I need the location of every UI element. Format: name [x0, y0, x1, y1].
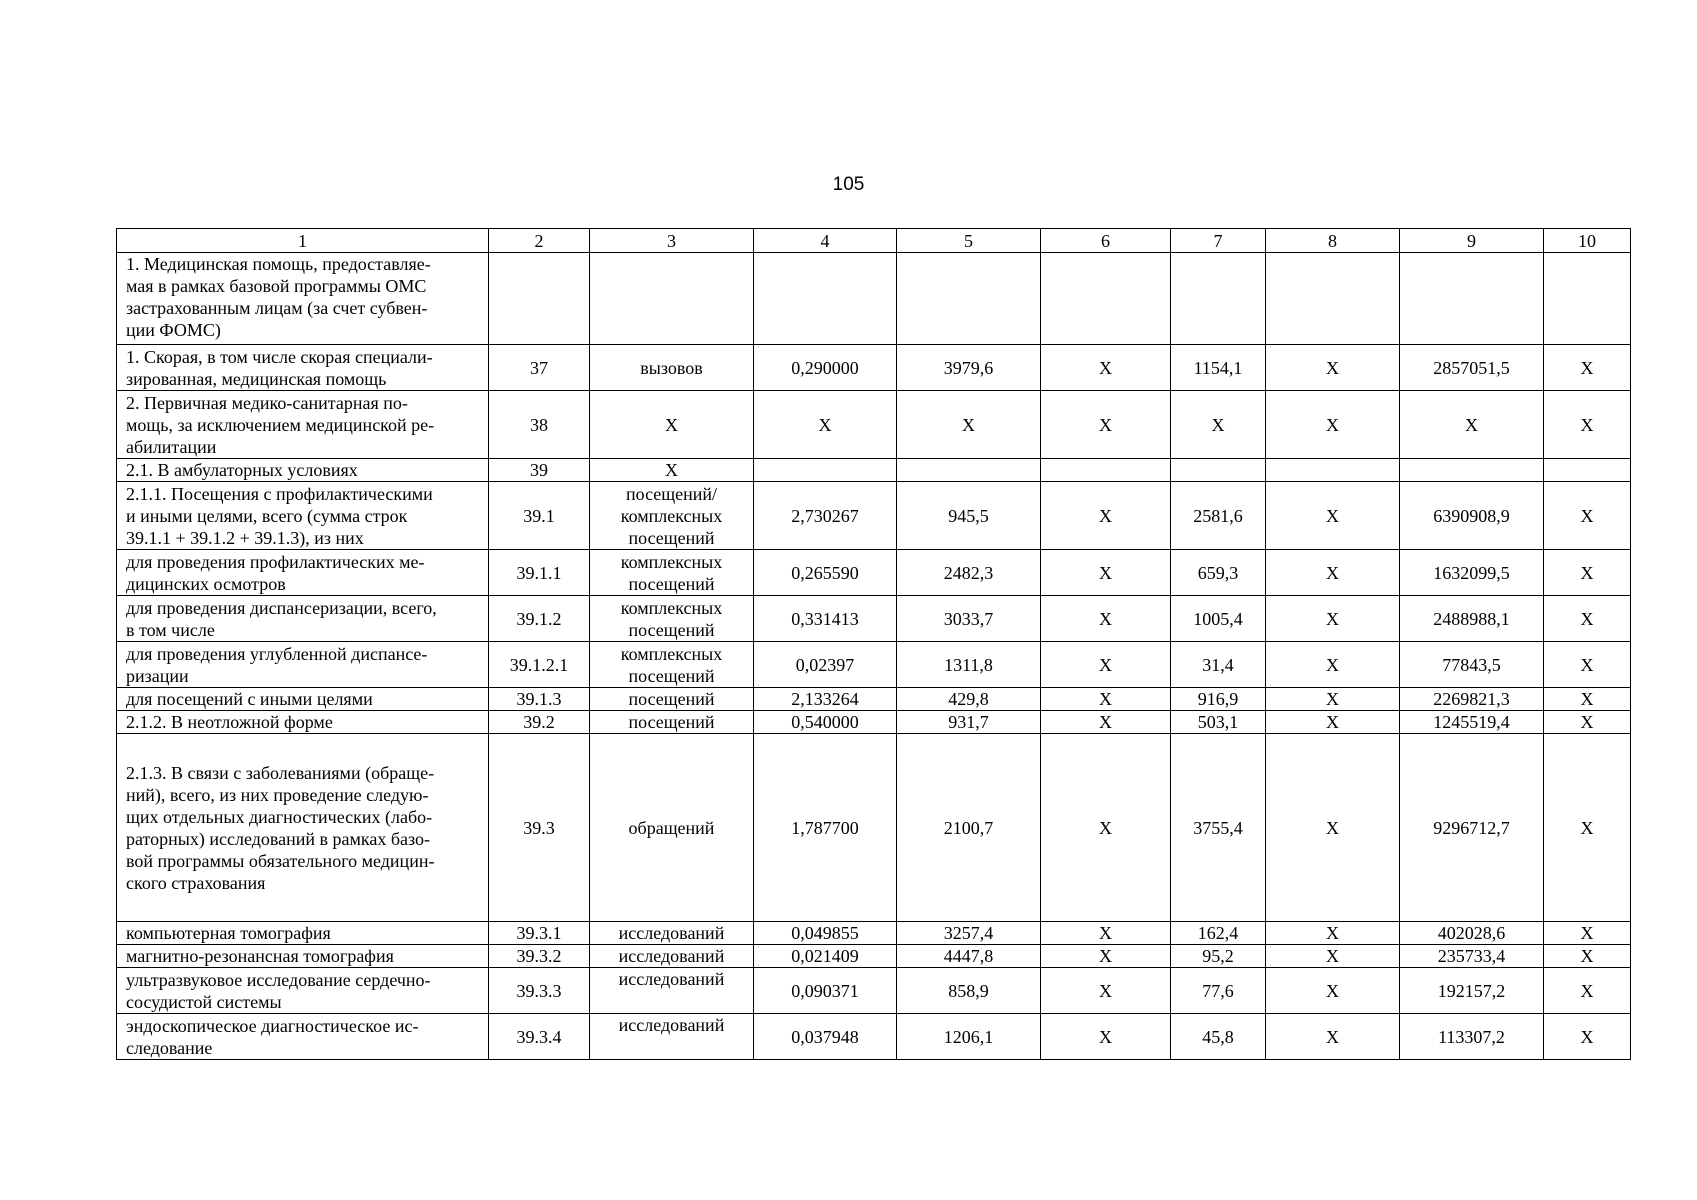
table-cell: посещений/ комплексных посещений [590, 482, 754, 550]
table-cell: 1245519,4 [1400, 711, 1544, 734]
table-cell: комплексных посещений [590, 642, 754, 688]
table-cell [590, 253, 754, 345]
table-cell [1266, 253, 1400, 345]
table-cell: 3033,7 [897, 596, 1041, 642]
table-cell [1544, 253, 1631, 345]
table-cell: Х [1041, 734, 1171, 922]
table-cell: 39.3.4 [489, 1014, 590, 1060]
table-cell: 429,8 [897, 688, 1041, 711]
table-cell: Х [1544, 968, 1631, 1014]
table-cell: 916,9 [1171, 688, 1266, 711]
table-cell: Х [1266, 945, 1400, 968]
table-cell: 2100,7 [897, 734, 1041, 922]
table-cell [897, 459, 1041, 482]
table-cell: вызовов [590, 345, 754, 391]
table-cell: Х [1266, 922, 1400, 945]
table-cell: Х [1266, 345, 1400, 391]
table-cell: 235733,4 [1400, 945, 1544, 968]
table-cell: Х [1041, 550, 1171, 596]
table-row [117, 391, 1631, 459]
table-cell: 45,8 [1171, 1014, 1266, 1060]
table-cell: Х [1544, 1014, 1631, 1060]
table-cell: 3257,4 [897, 922, 1041, 945]
table-cell: 39.3 [489, 734, 590, 922]
table-cell: Х [1041, 1014, 1171, 1060]
row-label-cell: для проведения углубленной диспансе- ризации [117, 642, 489, 688]
table-cell: Х [1041, 345, 1171, 391]
table-cell: 9296712,7 [1400, 734, 1544, 922]
column-header-8: 8 [1266, 229, 1400, 253]
table-cell: 0,037948 [754, 1014, 897, 1060]
table-cell: Х [1544, 688, 1631, 711]
table-cell: Х [1041, 968, 1171, 1014]
table-cell: Х [1544, 642, 1631, 688]
table-cell: 2482,3 [897, 550, 1041, 596]
table-cell: Х [1041, 945, 1171, 968]
table-cell: 3755,4 [1171, 734, 1266, 922]
row-label-cell: 1. Медицинская помощь, предоставляе- мая в рамках базовой программы ОМС застрахованным лицам (за счет субвен- ции ФОМС) [117, 253, 489, 345]
table-cell: 1206,1 [897, 1014, 1041, 1060]
row-label-cell: 2.1. В амбулаторных условиях [117, 459, 489, 482]
table-cell [489, 253, 590, 345]
table-cell: посещений [590, 688, 754, 711]
row-label-cell: для проведения диспансеризации, всего, в том числе [117, 596, 489, 642]
table-cell: 931,7 [897, 711, 1041, 734]
table-cell: Х [1544, 391, 1631, 459]
table-cell: Х [1266, 596, 1400, 642]
table-cell: Х [590, 391, 754, 459]
table-row [117, 642, 1631, 688]
table-cell: Х [1041, 642, 1171, 688]
table-cell: Х [1171, 391, 1266, 459]
table-cell: Х [1400, 391, 1544, 459]
table-cell: 2,133264 [754, 688, 897, 711]
column-header-9: 9 [1400, 229, 1544, 253]
table-cell [1400, 253, 1544, 345]
table-row [117, 459, 1631, 482]
table-cell: 503,1 [1171, 711, 1266, 734]
table-cell: 37 [489, 345, 590, 391]
table-row [117, 1014, 1631, 1060]
table-cell: 945,5 [897, 482, 1041, 550]
column-header-5: 5 [897, 229, 1041, 253]
table-cell: Х [1041, 688, 1171, 711]
table-cell: Х [897, 391, 1041, 459]
row-label-cell: 1. Скорая, в том числе скорая специали- зированная, медицинская помощь [117, 345, 489, 391]
table-cell: обращений [590, 734, 754, 922]
table-cell: 2,730267 [754, 482, 897, 550]
table-cell: 192157,2 [1400, 968, 1544, 1014]
table-cell: 1632099,5 [1400, 550, 1544, 596]
table-cell: 39.3.2 [489, 945, 590, 968]
row-label-cell: 2.1.3. В связи с заболеваниями (обраще- ний), всего, из них проведение следую- щих отдельных диагностических (лабо- раторных) исследований в рамках базо- вой программы обязательного медицин- ского страхования [117, 734, 489, 922]
table-cell: 0,331413 [754, 596, 897, 642]
table-cell: 113307,2 [1400, 1014, 1544, 1060]
table-cell: Х [1544, 482, 1631, 550]
table-cell: 858,9 [897, 968, 1041, 1014]
table-cell: Х [1041, 596, 1171, 642]
table-cell: комплексных посещений [590, 550, 754, 596]
table-cell [1041, 253, 1171, 345]
table-cell: Х [1544, 945, 1631, 968]
table-cell: исследований [590, 1014, 754, 1060]
table-cell: 0,021409 [754, 945, 897, 968]
row-label-cell: ультразвуковое исследование сердечно- сосудистой системы [117, 968, 489, 1014]
table-cell: Х [754, 391, 897, 459]
table-cell: Х [1041, 482, 1171, 550]
table-cell: Х [1544, 596, 1631, 642]
table-cell: 2581,6 [1171, 482, 1266, 550]
table-header-row [117, 229, 1631, 253]
table-cell: Х [1266, 968, 1400, 1014]
table-cell: Х [1544, 922, 1631, 945]
table-cell: 77843,5 [1400, 642, 1544, 688]
table-cell: 0,090371 [754, 968, 897, 1014]
table-cell: 0,540000 [754, 711, 897, 734]
table-cell: 3979,6 [897, 345, 1041, 391]
column-header-3: 3 [590, 229, 754, 253]
table-cell: 2488988,1 [1400, 596, 1544, 642]
table-cell: Х [1544, 345, 1631, 391]
row-label-cell: компьютерная томография [117, 922, 489, 945]
row-label-cell: 2.1.2. В неотложной форме [117, 711, 489, 734]
table-cell: Х [1041, 711, 1171, 734]
data-table [116, 228, 1631, 1060]
table-cell: 38 [489, 391, 590, 459]
table-cell: 0,265590 [754, 550, 897, 596]
table-row [117, 596, 1631, 642]
table-cell: 39.1.1 [489, 550, 590, 596]
table-cell: Х [1544, 734, 1631, 922]
table-cell: Х [1266, 734, 1400, 922]
table-cell: 4447,8 [897, 945, 1041, 968]
table-cell: Х [1266, 688, 1400, 711]
table-cell: 1311,8 [897, 642, 1041, 688]
table-cell [1041, 459, 1171, 482]
table-cell: Х [1544, 711, 1631, 734]
table-cell: 39.1.3 [489, 688, 590, 711]
table-cell: комплексных посещений [590, 596, 754, 642]
table-cell: Х [1544, 550, 1631, 596]
table-cell: 39.3.1 [489, 922, 590, 945]
table-cell: 402028,6 [1400, 922, 1544, 945]
table-cell: 2857051,5 [1400, 345, 1544, 391]
table-cell: 2269821,3 [1400, 688, 1544, 711]
table-cell: 659,3 [1171, 550, 1266, 596]
table-cell: Х [1266, 1014, 1400, 1060]
table-cell [1544, 459, 1631, 482]
row-label-cell: для посещений с иными целями [117, 688, 489, 711]
table-cell [1266, 459, 1400, 482]
table-cell: 0,02397 [754, 642, 897, 688]
row-label-cell: 2.1.1. Посещения с профилактическими и иными целями, всего (сумма строк 39.1.1 + 39.1.2 + 39.1.3), из них [117, 482, 489, 550]
table-cell: 39.2 [489, 711, 590, 734]
table-cell: 1,787700 [754, 734, 897, 922]
table-cell [1171, 253, 1266, 345]
table-cell: посещений [590, 711, 754, 734]
table-cell: 95,2 [1171, 945, 1266, 968]
table-row [117, 734, 1631, 922]
page-number: 105 [832, 174, 865, 195]
table-row [117, 253, 1631, 345]
table-row [117, 922, 1631, 945]
row-label-cell: магнитно-резонансная томография [117, 945, 489, 968]
table-cell: 39.1.2.1 [489, 642, 590, 688]
table-row [117, 688, 1631, 711]
table-row [117, 968, 1631, 1014]
table-row [117, 482, 1631, 550]
table-row [117, 711, 1631, 734]
table-cell: исследований [590, 922, 754, 945]
table-cell: 39.1.2 [489, 596, 590, 642]
table-cell [1171, 459, 1266, 482]
table-cell: 6390908,9 [1400, 482, 1544, 550]
column-header-4: 4 [754, 229, 897, 253]
table-cell: 1154,1 [1171, 345, 1266, 391]
table-cell: 39.3.3 [489, 968, 590, 1014]
column-header-10: 10 [1544, 229, 1631, 253]
column-header-1: 1 [117, 229, 489, 253]
table-row [117, 945, 1631, 968]
table-cell: Х [1266, 711, 1400, 734]
table-cell: Х [590, 459, 754, 482]
table-cell: Х [1266, 482, 1400, 550]
column-header-6: 6 [1041, 229, 1171, 253]
row-label-cell: 2. Первичная медико-санитарная по- мощь, за исключением медицинской ре- абилитации [117, 391, 489, 459]
table-cell: 39.1 [489, 482, 590, 550]
table-cell: 77,6 [1171, 968, 1266, 1014]
table-cell [897, 253, 1041, 345]
table-cell: Х [1041, 922, 1171, 945]
table-cell: Х [1266, 550, 1400, 596]
table-row [117, 345, 1631, 391]
table-cell [754, 459, 897, 482]
table-cell: Х [1266, 642, 1400, 688]
table-cell: исследований [590, 945, 754, 968]
table-cell: исследований [590, 968, 754, 1014]
row-label-cell: для проведения профилактических ме- дицинских осмотров [117, 550, 489, 596]
table-cell: 162,4 [1171, 922, 1266, 945]
table-cell: 31,4 [1171, 642, 1266, 688]
row-label-cell: эндоскопическое диагностическое ис- следование [117, 1014, 489, 1060]
table-row [117, 550, 1631, 596]
table-cell: Х [1041, 391, 1171, 459]
table-cell [754, 253, 897, 345]
table-cell [1400, 459, 1544, 482]
table-cell: Х [1266, 391, 1400, 459]
column-header-7: 7 [1171, 229, 1266, 253]
table-cell: 0,049855 [754, 922, 897, 945]
table-cell: 1005,4 [1171, 596, 1266, 642]
column-header-2: 2 [489, 229, 590, 253]
table-cell: 0,290000 [754, 345, 897, 391]
table-cell: 39 [489, 459, 590, 482]
